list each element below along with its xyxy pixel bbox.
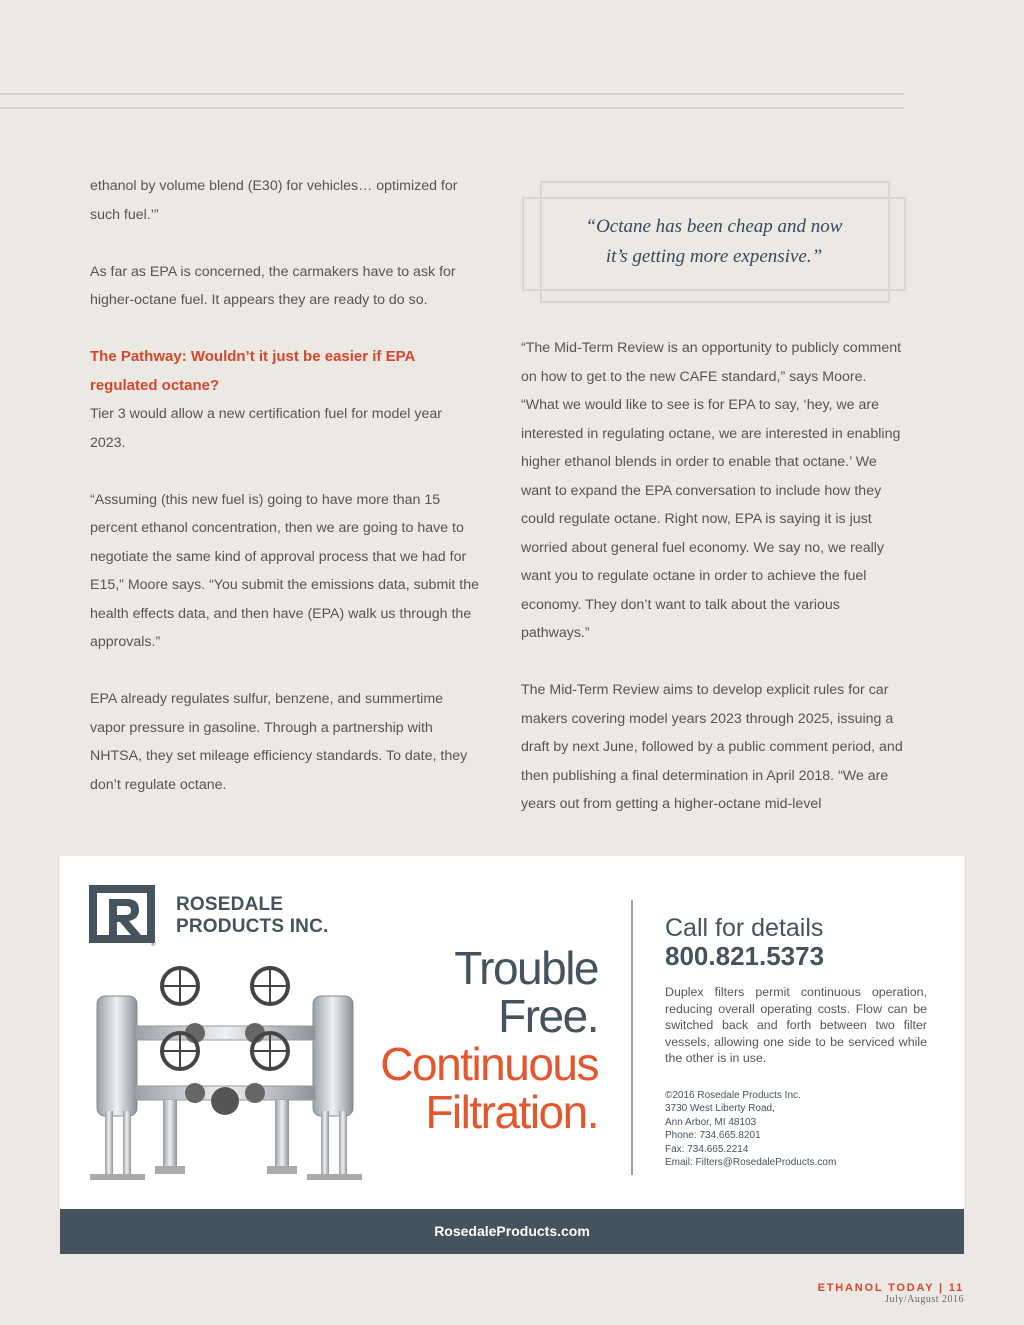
brand-name — [176, 894, 329, 938]
ad-description: Duplex filters permit continuous operation, reducing overall operating costs. Flow can be switched back and forth between two filter vessels, allowing one side to be serviced while the other is in use. — [665, 985, 927, 1065]
top-rule-2 — [0, 107, 904, 109]
rosedale-logo-icon — [89, 885, 157, 947]
page-footer — [818, 1282, 964, 1305]
pull-quote-line-2: it’s getting more expensive.” — [605, 246, 823, 267]
duplex-filter-image — [85, 956, 375, 1186]
address-line: ©2016 Rosedale Products Inc. — [665, 1089, 801, 1101]
email-line[interactable]: Email: Filters@RosedaleProducts.com — [665, 1157, 837, 1168]
address-line: Phone: 734.665.8201 — [665, 1130, 761, 1141]
address-line: Ann Arbor, MI 48103 — [665, 1116, 757, 1128]
pull-quote — [524, 212, 904, 272]
ad-headline — [380, 944, 598, 1136]
pull-quote-line-1: “Octane has been cheap and now — [585, 216, 843, 237]
left-paragraph-5: EPA already regulates sulfur, benzene, and summertime vapor pressure in gasoline. Through a partnership with NHTSA, they set mileage efficiency standards. To date, they don’t regulate octane. — [90, 691, 468, 793]
company-address — [665, 1089, 927, 1170]
top-rule-1 — [0, 93, 904, 95]
right-paragraph-2: The Mid-Term Review aims to develop explicit rules for car makers covering model years 2023 through 2025, issuing a draft by next June, followed by a public comment period, and then publishing a final determination in April 2018. “We are years out from getting a higher-octane mid-level — [521, 682, 903, 812]
website-link[interactable]: RosedaleProducts.com — [60, 1209, 964, 1254]
ad-divider — [631, 900, 633, 1175]
right-column — [521, 334, 903, 847]
phone-number[interactable]: 800.821.5373 — [665, 941, 825, 971]
left-paragraph-4: “Assuming (this new fuel is) going to have more than 15 percent ethanol concentration, then we are going to have to negotiate the same kind of approval process that we had for E15,” Moore says. “You submit the emissions data, submit the health effects data, and then have (EPA) walk us through the approvals.” — [90, 491, 480, 650]
right-paragraph-1: “The Mid-Term Review is an opportunity to publicly comment on how to get to the new CAFE standard,” says Moore. “What we would like to see is for EPA to say, ‘hey, we are interested in regulating octane, we are interested in enabling higher ethanol blends in order to enable that octane.’ We want to expand the EPA conversation to include how they could regulate octane. Right now, EPA is saying it is just worried about general fuel economy. We say no, we really want you to regulate octane in order to achieve the fuel economy. They don’t want to talk about the various pathways.” — [521, 340, 902, 641]
address-line: Fax: 734.665.2214 — [665, 1143, 749, 1155]
headline-line-2: Free. — [498, 990, 598, 1042]
left-column — [90, 172, 480, 828]
svg-text:®: ® — [151, 942, 156, 947]
brand-line-1: ROSEDALE — [176, 894, 284, 915]
address-line: 3730 West Liberty Road, — [665, 1103, 775, 1114]
call-label: Call for details — [665, 914, 824, 942]
brand-line-2: PRODUCTS INC. — [176, 916, 329, 937]
rosedale-advertisement[interactable] — [60, 856, 964, 1254]
issue-date: July/August 2016 — [885, 1294, 964, 1305]
left-paragraph-2: As far as EPA is concerned, the carmakers have to ask for higher-octane fuel. It appears they are ready to do so. — [90, 263, 456, 308]
ad-contact — [665, 914, 927, 1170]
left-paragraph-3: Tier 3 would allow a new certification fuel for model year 2023. — [90, 406, 442, 451]
left-paragraph-1: ethanol by volume blend (E30) for vehicles… optimized for such fuel.’” — [90, 178, 458, 223]
headline-line-4: Filtration. — [425, 1086, 598, 1138]
headline-line-3: Continuous — [380, 1038, 598, 1090]
magazine-page-number: ETHANOL TODAY | 11 — [817, 1282, 964, 1294]
section-heading: The Pathway: Wouldn’t it just be easier if EPA regulated octane? — [90, 348, 415, 394]
headline-line-1: Trouble — [454, 942, 598, 994]
